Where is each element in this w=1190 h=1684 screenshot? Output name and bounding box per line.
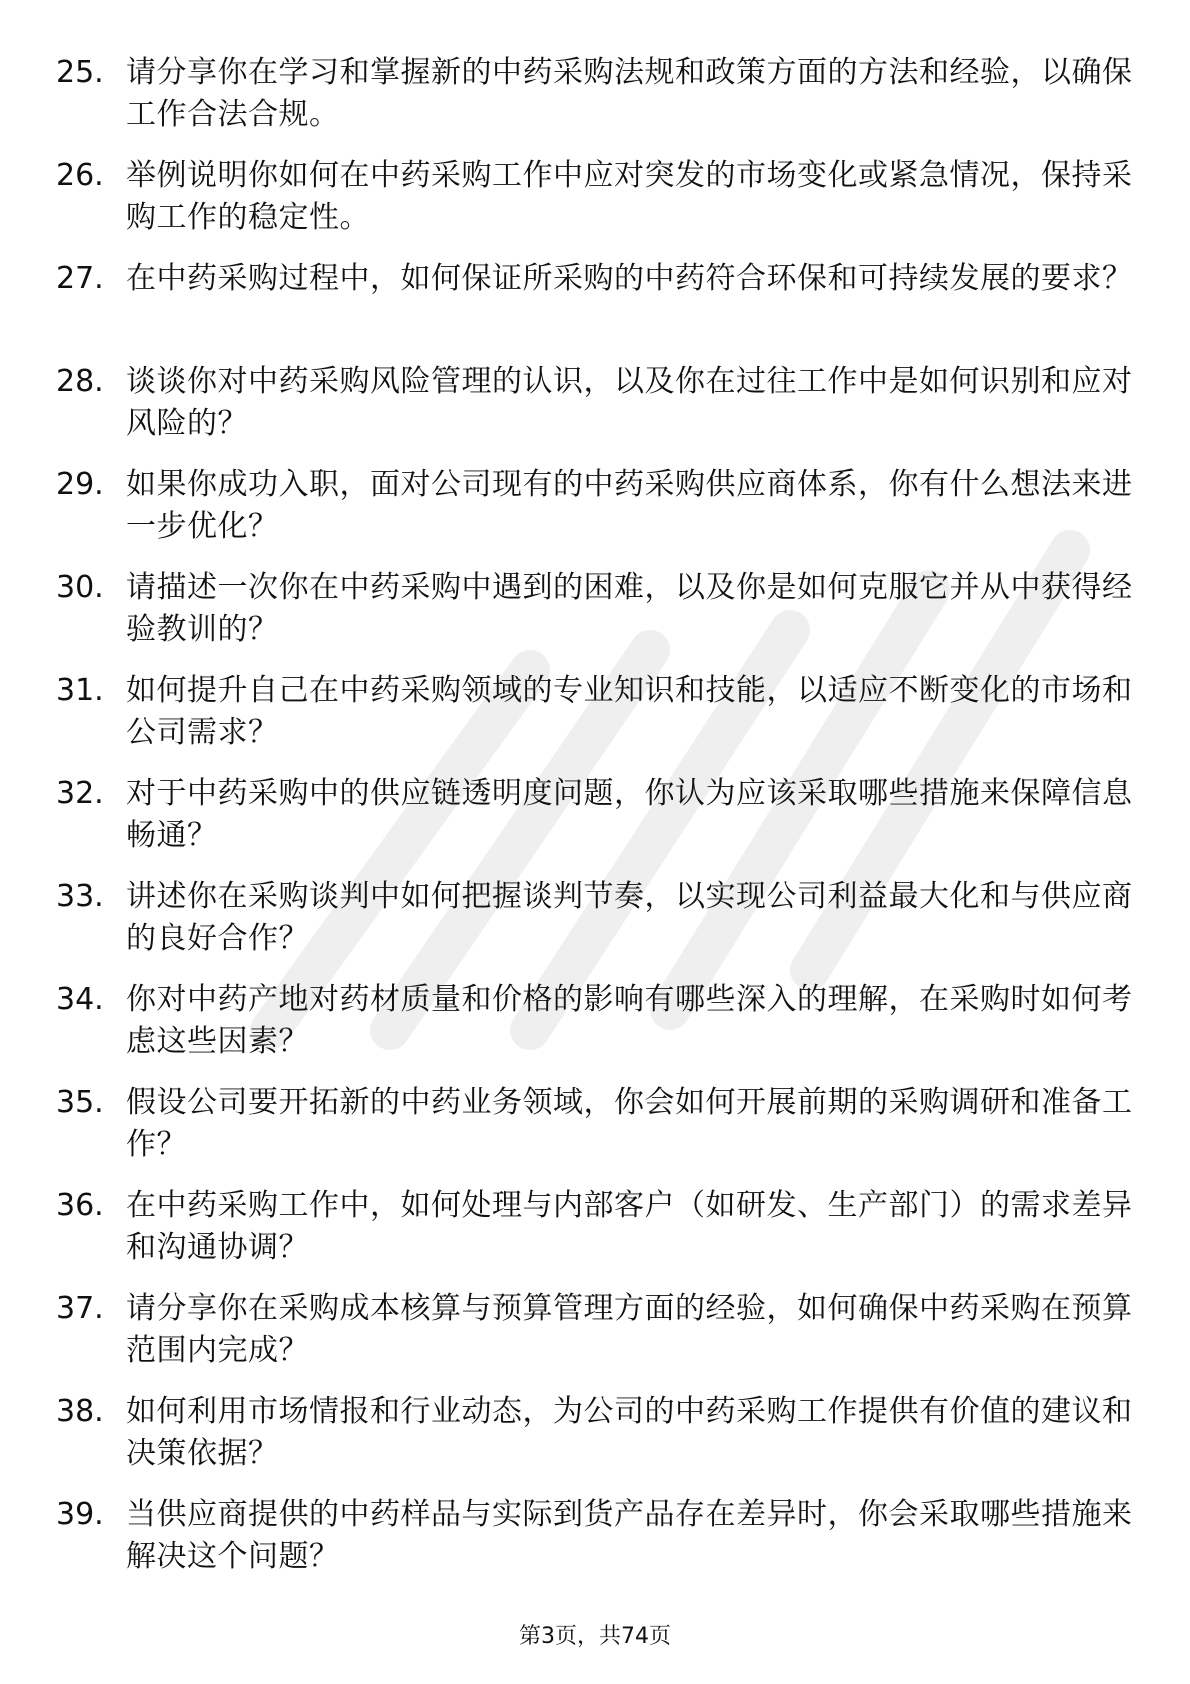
question-number: 25.: [56, 55, 104, 90]
question-number: 26.: [56, 158, 104, 193]
question-list: [56, 52, 1136, 1597]
question-item: [56, 979, 1136, 1082]
question-item: [56, 1288, 1136, 1391]
question-text: 你对中药产地对药材质量和价格的影响有哪些深入的理解，在采购时如何考虑这些因素？: [126, 982, 1133, 1059]
question-item: [56, 876, 1136, 979]
question-number: 34.: [56, 982, 104, 1017]
question-item: [56, 773, 1136, 876]
question-item: [56, 155, 1136, 258]
question-number: 28.: [56, 364, 104, 399]
question-number: 36.: [56, 1188, 104, 1223]
question-text: 请分享你在学习和掌握新的中药采购法规和政策方面的方法和经验，以确保工作合法合规。: [126, 55, 1133, 132]
question-item: [56, 361, 1136, 464]
question-number: 32.: [56, 776, 104, 811]
question-item: [56, 52, 1136, 155]
question-number: 30.: [56, 570, 104, 605]
question-number: 39.: [56, 1497, 104, 1532]
question-text: 假设公司要开拓新的中药业务领域，你会如何开展前期的采购调研和准备工作？: [126, 1085, 1133, 1162]
question-item: [56, 1391, 1136, 1494]
question-number: 31.: [56, 673, 104, 708]
question-item: [56, 670, 1136, 773]
question-text: 对于中药采购中的供应链透明度问题，你认为应该采取哪些措施来保障信息畅通？: [126, 776, 1133, 853]
question-item: [56, 258, 1136, 361]
question-item: [56, 464, 1136, 567]
question-text: 在中药采购过程中，如何保证所采购的中药符合环保和可持续发展的要求？: [126, 261, 1133, 296]
question-text: 请分享你在采购成本核算与预算管理方面的经验，如何确保中药采购在预算范围内完成？: [126, 1291, 1133, 1368]
question-text: 如果你成功入职，面对公司现有的中药采购供应商体系，你有什么想法来进一步优化？: [126, 467, 1133, 544]
question-item: [56, 567, 1136, 670]
question-text: 如何利用市场情报和行业动态，为公司的中药采购工作提供有价值的建议和决策依据？: [126, 1394, 1133, 1471]
question-number: 29.: [56, 467, 104, 502]
question-item: [56, 1082, 1136, 1185]
question-number: 27.: [56, 261, 104, 296]
question-item: [56, 1185, 1136, 1288]
question-text: 如何提升自己在中药采购领域的专业知识和技能，以适应不断变化的市场和公司需求？: [126, 673, 1133, 750]
question-text: 举例说明你如何在中药采购工作中应对突发的市场变化或紧急情况，保持采购工作的稳定性。: [126, 158, 1133, 235]
question-text: 讲述你在采购谈判中如何把握谈判节奏，以实现公司利益最大化和与供应商的良好合作？: [126, 879, 1133, 956]
question-number: 35.: [56, 1085, 104, 1120]
question-item: [56, 1494, 1136, 1597]
question-text: 在中药采购工作中，如何处理与内部客户（如研发、生产部门）的需求差异和沟通协调？: [126, 1188, 1133, 1265]
question-text: 当供应商提供的中药样品与实际到货产品存在差异时，你会采取哪些措施来解决这个问题？: [126, 1497, 1133, 1574]
question-number: 38.: [56, 1394, 104, 1429]
question-number: 37.: [56, 1291, 104, 1326]
question-number: 33.: [56, 879, 104, 914]
question-text: 请描述一次你在中药采购中遇到的困难，以及你是如何克服它并从中获得经验教训的？: [126, 570, 1133, 647]
question-text: 谈谈你对中药采购风险管理的认识，以及你在过往工作中是如何识别和应对风险的？: [126, 364, 1133, 441]
page-number-footer: 第3页，共74页: [519, 1624, 671, 1649]
